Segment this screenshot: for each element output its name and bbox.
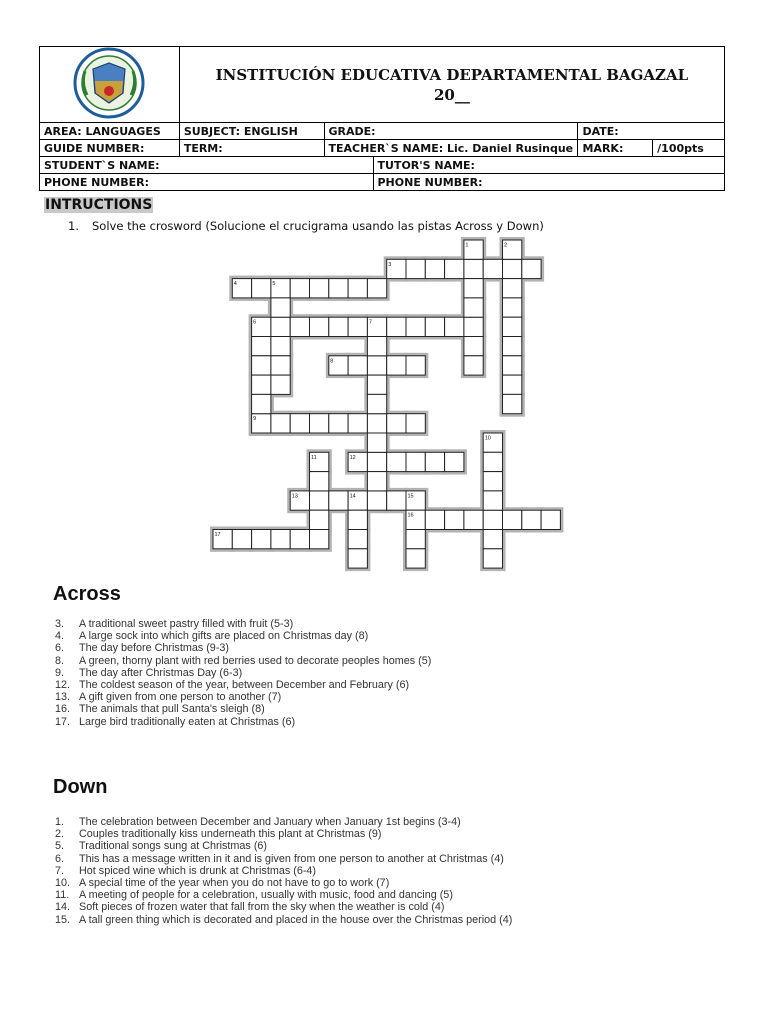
across-clue-text: A green, thorny plant with red berries used to decorate peoples homes (5) bbox=[79, 654, 432, 667]
down-clue bbox=[55, 840, 512, 852]
crossword-clue-number: 5 bbox=[272, 281, 276, 288]
crossword-cell[interactable] bbox=[464, 337, 483, 356]
crossword-cell[interactable] bbox=[464, 259, 483, 278]
crossword-cell[interactable] bbox=[290, 317, 309, 336]
across-clue-number: 3. bbox=[55, 618, 65, 630]
crossword-clue-number: 17 bbox=[214, 532, 221, 538]
crossword-cell[interactable] bbox=[271, 414, 290, 433]
down-clue-text: A meeting of people for a celebration, usually with music, food and dancing (5) bbox=[79, 889, 453, 902]
across-clue-text: The day after Christmas Day (6-3) bbox=[79, 666, 243, 679]
across-clue bbox=[55, 655, 431, 667]
crossword-cell[interactable] bbox=[329, 491, 348, 510]
student-name-cell[interactable]: STUDENT`S NAME: bbox=[40, 157, 374, 174]
across-clue bbox=[55, 679, 431, 691]
across-clue-text: Large bird traditionally eaten at Christmas (6) bbox=[79, 715, 296, 728]
crossword-clue-number: 10 bbox=[484, 435, 491, 442]
teacher-cell: TEACHER`S NAME: Lic. Daniel Rusinque bbox=[324, 140, 578, 157]
crossword-cell[interactable] bbox=[425, 452, 444, 471]
down-clue bbox=[55, 865, 512, 877]
step-number: 1. bbox=[68, 219, 79, 233]
crossword-cell[interactable] bbox=[387, 414, 406, 433]
down-heading: Down bbox=[53, 776, 108, 798]
crossword-cell[interactable] bbox=[367, 337, 386, 356]
down-clue-number: 15. bbox=[55, 913, 71, 926]
across-clue-text: The coldest season of the year, between December and February (6) bbox=[79, 679, 410, 692]
crossword-cell[interactable] bbox=[406, 549, 425, 568]
down-clue-text: This has a message written in it and is given from one person to another at Christmas (4) bbox=[79, 852, 504, 865]
crossword-cell[interactable] bbox=[348, 317, 367, 336]
term-cell[interactable]: TERM: bbox=[179, 140, 324, 157]
crossword-cell[interactable] bbox=[367, 472, 386, 491]
across-heading: Across bbox=[53, 583, 121, 605]
across-clue-number: 9. bbox=[55, 666, 65, 679]
across-clue-text: The day before Christmas (9-3) bbox=[79, 642, 230, 655]
crossword-clue-number: 15 bbox=[407, 493, 414, 500]
crossword-cell[interactable] bbox=[252, 394, 271, 413]
crossword-cell[interactable] bbox=[464, 298, 483, 317]
crossword-cell[interactable] bbox=[503, 394, 522, 413]
down-clue bbox=[55, 877, 512, 889]
down-clue-text: Couples traditionally kiss underneath this plant at Christmas (9) bbox=[79, 828, 382, 841]
crossword-cell[interactable] bbox=[348, 510, 367, 529]
crossword-clue-number: 6 bbox=[253, 319, 257, 326]
crossword-cell[interactable] bbox=[367, 452, 386, 471]
crossword-cell[interactable] bbox=[483, 452, 502, 471]
across-clue-list bbox=[55, 618, 431, 728]
crossword-cell[interactable] bbox=[252, 279, 271, 298]
crossword-cell[interactable] bbox=[290, 530, 309, 549]
crossword-cell[interactable] bbox=[464, 279, 483, 298]
subject-cell: SUBJECT: ENGLISH bbox=[179, 123, 324, 140]
crossword-cell[interactable] bbox=[329, 414, 348, 433]
date-cell[interactable]: DATE: bbox=[578, 123, 725, 140]
across-clue bbox=[55, 618, 431, 630]
crossword-cell[interactable] bbox=[425, 259, 444, 278]
across-clue bbox=[55, 630, 431, 642]
down-clue-number: 2. bbox=[55, 828, 65, 841]
down-clue bbox=[55, 914, 512, 926]
crossword-cell[interactable] bbox=[367, 491, 386, 510]
crossword-cell[interactable] bbox=[464, 317, 483, 336]
crossword-cell[interactable] bbox=[503, 375, 522, 394]
crossword-cell[interactable] bbox=[406, 414, 425, 433]
crossword-cell[interactable] bbox=[290, 414, 309, 433]
across-clue-number: 8. bbox=[55, 654, 65, 667]
across-clue-text: A large sock into which gifts are placed on Christmas day (8) bbox=[79, 630, 369, 643]
crossword-cell[interactable] bbox=[310, 530, 329, 549]
grade-cell[interactable]: GRADE: bbox=[324, 123, 578, 140]
down-clue-text: Hot spiced wine which is drunk at Christmas (6-4) bbox=[79, 864, 317, 877]
crossword-cell[interactable] bbox=[503, 510, 522, 529]
school-year: 20__ bbox=[433, 85, 470, 104]
crossword-cell[interactable] bbox=[483, 472, 502, 491]
across-clue-text: The animals that pull Santa's sleigh (8) bbox=[79, 703, 265, 716]
crossword-cell[interactable] bbox=[329, 317, 348, 336]
down-clue bbox=[55, 828, 512, 840]
crossword-cell[interactable] bbox=[541, 510, 560, 529]
crossword-clue-number: 11 bbox=[311, 454, 317, 461]
down-clue-number: 11. bbox=[55, 889, 70, 902]
crossword-cell[interactable] bbox=[348, 530, 367, 549]
crossword-cell[interactable] bbox=[367, 356, 386, 375]
crossword-cell[interactable] bbox=[503, 279, 522, 298]
crossword-clue-number: 14 bbox=[349, 493, 356, 500]
down-clue-text: A special time of the year when you do not have to go to work (7) bbox=[79, 877, 390, 890]
crossword-cell[interactable] bbox=[503, 259, 522, 278]
crossword-clue-number: 2 bbox=[504, 242, 508, 249]
crossword-clue-number: 3 bbox=[388, 261, 392, 268]
crossword-cell[interactable] bbox=[503, 298, 522, 317]
down-clue-number: 5. bbox=[55, 840, 65, 853]
down-clue-number: 7. bbox=[55, 864, 65, 877]
crossword-cell[interactable] bbox=[483, 259, 502, 278]
crossword-cell[interactable] bbox=[348, 356, 367, 375]
crossword-cell[interactable] bbox=[387, 491, 406, 510]
crossword-cell[interactable] bbox=[425, 510, 444, 529]
down-clue-number: 1. bbox=[55, 816, 65, 828]
crossword-cell[interactable] bbox=[464, 510, 483, 529]
crossword-cell[interactable] bbox=[406, 530, 425, 549]
down-clue-number: 6. bbox=[55, 852, 65, 865]
crossword-cell[interactable] bbox=[271, 298, 290, 317]
crossword-cell[interactable] bbox=[445, 452, 464, 471]
across-clue bbox=[55, 691, 431, 703]
crossword-cell[interactable] bbox=[367, 433, 386, 452]
crossword-cell[interactable] bbox=[310, 414, 329, 433]
crossword-cell[interactable] bbox=[310, 472, 329, 491]
across-clue-number: 17. bbox=[55, 715, 71, 728]
crossword-cell[interactable] bbox=[503, 317, 522, 336]
mark-total-cell: /100pts bbox=[653, 140, 725, 157]
crossword-cell[interactable] bbox=[290, 279, 309, 298]
crossword-cell[interactable] bbox=[445, 317, 464, 336]
across-clue-text: A traditional sweet pastry filled with fruit (5-3) bbox=[79, 618, 294, 630]
across-clue bbox=[55, 703, 431, 715]
down-clue bbox=[55, 853, 512, 865]
crossword-cell[interactable] bbox=[387, 452, 406, 471]
crossword-cell[interactable] bbox=[503, 337, 522, 356]
crossword-cell[interactable] bbox=[310, 317, 329, 336]
across-clue-number: 6. bbox=[55, 642, 65, 655]
crossword-cell[interactable] bbox=[348, 549, 367, 568]
across-clue bbox=[55, 642, 431, 654]
across-clue-number: 16. bbox=[55, 703, 71, 716]
crossword-cell[interactable] bbox=[271, 356, 290, 375]
crossword-cell[interactable] bbox=[348, 414, 367, 433]
crossword-cell[interactable] bbox=[522, 510, 541, 529]
crossword-cell[interactable] bbox=[483, 510, 502, 529]
crossword-cell[interactable] bbox=[483, 530, 502, 549]
crossword-cell[interactable] bbox=[310, 279, 329, 298]
crossword-cell[interactable] bbox=[367, 394, 386, 413]
crossword-cell[interactable] bbox=[329, 279, 348, 298]
down-clue-text: Traditional songs sung at Christmas (6) bbox=[79, 840, 268, 853]
crossword-clue-number: 16 bbox=[407, 512, 414, 519]
crossword-clue-number: 1 bbox=[465, 242, 469, 249]
crossword-cell[interactable] bbox=[252, 530, 271, 549]
instructions-heading: INTRUCTIONS bbox=[45, 197, 153, 213]
down-clue bbox=[55, 816, 512, 828]
student-phone-cell[interactable]: PHONE NUMBER: bbox=[40, 174, 374, 191]
crossword-cell[interactable] bbox=[425, 317, 444, 336]
down-clue bbox=[55, 889, 512, 901]
crossword-cell[interactable] bbox=[252, 337, 271, 356]
step-text: Solve the crosword (Solucione el crucigrama usando las pistas Across y Down) bbox=[92, 219, 544, 233]
across-clue bbox=[55, 667, 431, 679]
tutor-phone-cell[interactable]: PHONE NUMBER: bbox=[373, 174, 725, 191]
crossword-cell[interactable] bbox=[367, 375, 386, 394]
across-clue-number: 4. bbox=[55, 630, 65, 643]
school-name: INSTITUCIÓN EDUCATIVA DEPARTAMENTAL BAGAZAL bbox=[215, 65, 689, 84]
crossword-cell[interactable] bbox=[522, 259, 541, 278]
crossword-clue-number: 4 bbox=[233, 281, 237, 288]
crossword-cell[interactable] bbox=[271, 375, 290, 394]
crossword-cell[interactable] bbox=[464, 356, 483, 375]
crossword-cell[interactable] bbox=[406, 317, 425, 336]
crossword-cell[interactable] bbox=[310, 510, 329, 529]
crossword-clue-number: 7 bbox=[368, 319, 372, 326]
crossword-cell[interactable] bbox=[503, 356, 522, 375]
down-clue-text: Soft pieces of frozen water that fall from the sky when the weather is cold (4) bbox=[79, 901, 445, 914]
crossword-cell[interactable] bbox=[445, 510, 464, 529]
crossword-cell[interactable] bbox=[271, 337, 290, 356]
crossword-clue-number: 9 bbox=[253, 416, 257, 423]
mark-cell[interactable]: MARK: bbox=[578, 140, 653, 157]
guide-number-cell[interactable]: GUIDE NUMBER: bbox=[40, 140, 180, 157]
down-clue-number: 10. bbox=[55, 877, 71, 890]
across-clue-number: 13. bbox=[55, 691, 71, 704]
area-cell: AREA: LANGUAGES bbox=[40, 123, 180, 140]
down-clue-text: A tall green thing which is decorated and placed in the house over the Christmas period (4) bbox=[79, 913, 513, 926]
crossword-cell[interactable] bbox=[387, 356, 406, 375]
crossword-cell[interactable] bbox=[252, 356, 271, 375]
tutor-name-cell[interactable]: TUTOR'S NAME: bbox=[373, 157, 725, 174]
down-clue-text: The celebration between December and January when January 1st begins (3-4) bbox=[79, 816, 461, 828]
crossword-clue-number: 8 bbox=[330, 358, 334, 365]
crossword-cell[interactable] bbox=[483, 549, 502, 568]
crossword-clue-number: 12 bbox=[349, 454, 356, 461]
crossword-cell[interactable] bbox=[406, 452, 425, 471]
down-clue-list bbox=[55, 816, 512, 926]
crossword-clue-number: 13 bbox=[291, 493, 298, 500]
across-clue-text: A gift given from one person to another (7) bbox=[79, 691, 282, 704]
crossword-cell[interactable] bbox=[271, 530, 290, 549]
down-clue bbox=[55, 901, 512, 913]
crossword-cell[interactable] bbox=[367, 279, 386, 298]
crossword-cell[interactable] bbox=[232, 530, 251, 549]
crossword-cell[interactable] bbox=[348, 279, 367, 298]
crossword-cell[interactable] bbox=[406, 356, 425, 375]
crossword-cell[interactable] bbox=[271, 317, 290, 336]
crossword-cell[interactable] bbox=[483, 491, 502, 510]
crossword-cell[interactable] bbox=[406, 259, 425, 278]
crossword-cell[interactable] bbox=[367, 414, 386, 433]
crossword-cell[interactable] bbox=[387, 317, 406, 336]
across-clue-number: 12. bbox=[55, 679, 71, 692]
crossword-cell[interactable] bbox=[252, 375, 271, 394]
across-clue bbox=[55, 716, 431, 728]
crossword-cell[interactable] bbox=[445, 259, 464, 278]
down-clue-number: 14. bbox=[55, 901, 71, 914]
crossword-cell[interactable] bbox=[310, 491, 329, 510]
